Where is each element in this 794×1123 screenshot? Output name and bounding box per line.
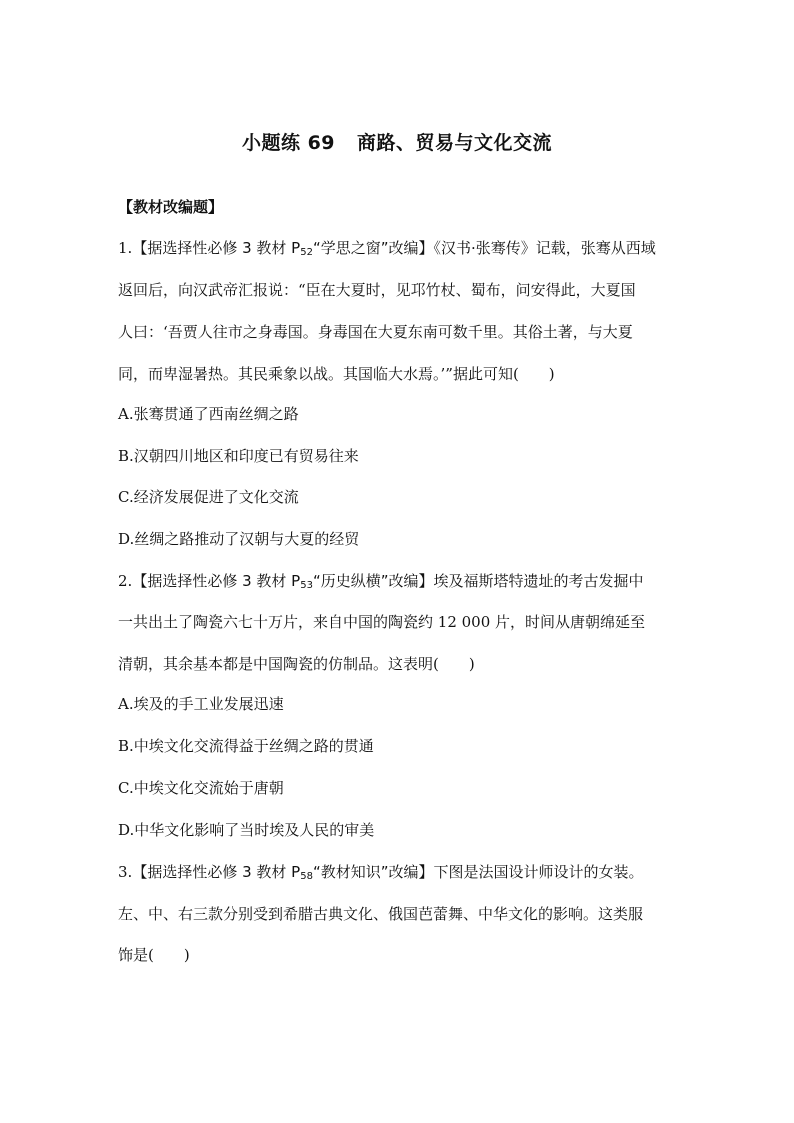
question-2-source: 【据选择性必修 3 教材 $P_{53}“$历史纵横”改编】 <box>132 572 434 591</box>
question-3-line-1 <box>118 862 688 882</box>
question-1-option-a: A.张骞贯通了西南丝绸之路 <box>118 405 299 423</box>
question-2-text: 埃及福斯塔特遗址的考古发掘中 <box>433 572 644 590</box>
question-2-number: 2. <box>118 572 133 590</box>
question-3-text: 下图是法国设计师设计的女装。 <box>433 863 644 881</box>
question-2-line-2: 一共出土了陶瓷六七十万片，来自中国的陶瓷约 12 000 片，时间从唐朝绵延至 <box>118 613 646 631</box>
question-1-option-c: C.经济发展促进了文化交流 <box>118 488 299 506</box>
question-2-option-a: A.埃及的手工业发展迅速 <box>118 695 284 713</box>
section-heading: 【教材改编题】 <box>118 198 224 216</box>
question-1-option-d: D.丝绸之路推动了汉朝与大夏的经贸 <box>118 530 360 548</box>
question-3-source: 【据选择性必修 3 教材 $P_{58}“$教材知识”改编】 <box>132 863 434 882</box>
question-1-line-1 <box>118 238 688 258</box>
question-1-text: 《汉书·张骞传》记载，张骞从西域 <box>433 239 656 257</box>
question-2-line-3: 清朝，其余基本都是中国陶瓷的仿制品。这表明( ) <box>118 655 475 673</box>
title-code: 小题练 69 <box>241 132 336 154</box>
question-1-line-4: 同，而卑湿暑热。其民乘象以战。其国临大水焉。’”据此可知( ) <box>118 365 555 383</box>
question-3-line-2: 左、中、右三款分别受到希腊古典文化、俄国芭蕾舞、中华文化的影响。这类服 <box>118 905 644 923</box>
page-title <box>0 128 794 155</box>
question-2-option-d: D.中华文化影响了当时埃及人民的审美 <box>118 821 375 839</box>
question-2-option-c: C.中埃文化交流始于唐朝 <box>118 779 284 797</box>
question-1-number: 1. <box>118 239 133 257</box>
question-3-number: 3. <box>118 863 133 881</box>
question-1-line-3: 人曰：‘吾贾人往市之身毒国。身毒国在大夏东南可数千里。其俗土著，与大夏 <box>118 323 633 341</box>
question-1-source: 【据选择性必修 3 教材 $P_{52}“$学思之窗”改编】 <box>132 239 434 258</box>
question-2-line-1 <box>118 571 688 591</box>
question-1-line-2: 返回后，向汉武帝汇报说：“臣在大夏时，见邛竹杖、蜀布，问安得此，大夏国 <box>118 281 636 299</box>
title-text: 商路、贸易与文化交流 <box>357 132 553 154</box>
question-1-option-b: B.汉朝四川地区和印度已有贸易往来 <box>118 447 359 465</box>
question-2-option-b: B.中埃文化交流得益于丝绸之路的贯通 <box>118 737 374 755</box>
question-3-line-3: 饰是( ) <box>118 946 190 964</box>
